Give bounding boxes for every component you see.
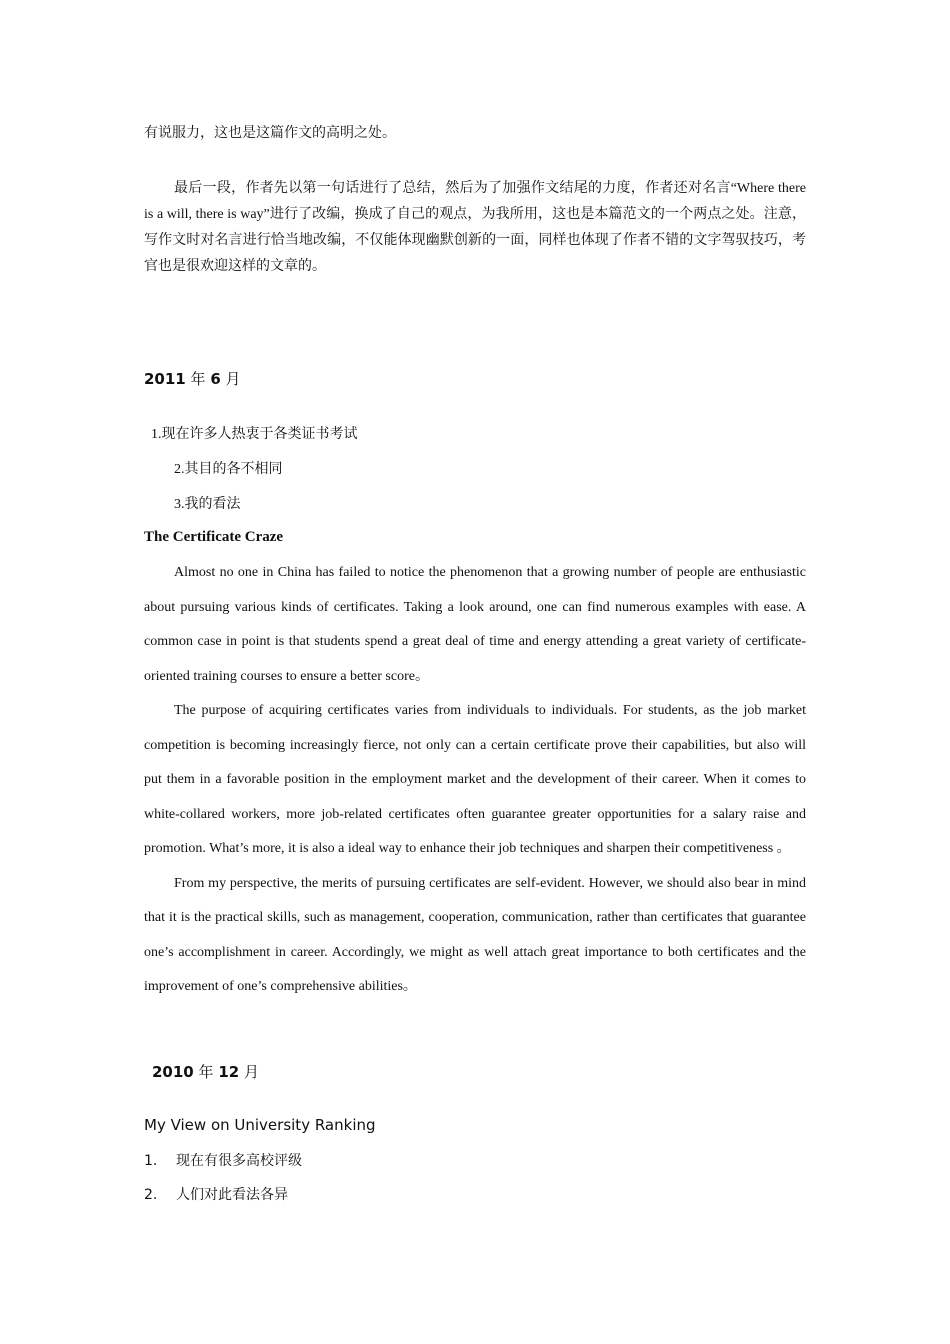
- heading-year: 2010: [152, 1063, 194, 1081]
- outline-item-3: 3.我的看法: [174, 497, 241, 512]
- analysis-paragraph: 最后一段，作者先以第一句话进行了总结，然后为了加强作文结尾的力度，作者还对名言“Where there is a will, there is way”进行了改编，换成了自己的观点，为我所用，这也是本篇范文的一个两点之处。注意，写作文时对名言进行恰当地改编，不仅能体现幽默创新的一面，同样也体现了作者不错的文字驾驭技巧，考官也是很欢迎这样的文章的。: [144, 181, 806, 274]
- analysis-paragraph-block: [144, 176, 806, 280]
- essay-body: [144, 556, 806, 1005]
- heading-year: 2011: [144, 370, 186, 388]
- outline-number: 1.: [144, 1153, 158, 1169]
- essay-paragraph: Almost no one in China has failed to notice the phenomenon that a growing number of people are enthusiastic about pursuing various kinds of certificates. Taking a look around, one can find numerous examples with ease. A common case in point is that students spend a great deal of time and energy attending a great variety of certificate-oriented training courses to ensure a better score。: [144, 565, 806, 684]
- essay-title-2010: My View on University Ranking: [144, 1116, 376, 1134]
- intro-line: 有说服力，这也是这篇作文的高明之处。: [144, 126, 396, 141]
- outline-item-2: 2.其目的各不相同: [174, 462, 283, 477]
- heading-year-unit: 年: [198, 1063, 214, 1081]
- outline-item-1: 1.现在许多人热衷于各类证书考试: [151, 427, 358, 442]
- heading-month-unit: 月: [243, 1063, 259, 1081]
- heading-year-unit: 年: [190, 370, 206, 388]
- essay-paragraph: The purpose of acquiring certificates varies from individuals to individuals. For students, as the job market competition is becoming increasingly fierce, not only can a certain certificate prove their capabilities, but also will put them in a favorable position in the employment market and the development of their career. When it comes to white-collared workers, more job-related certificates often guarantee greater opportunities for a salary raise and promotion. What’s more, it is also a ideal way to enhance their job techniques and sharpen their competitiveness 。: [144, 703, 806, 856]
- heading-month: 6: [210, 370, 221, 388]
- essay-paragraph: From my perspective, the merits of pursuing certificates are self-evident. However, we should also bear in mind that it is the practical skills, such as management, cooperation, communication, rather than certificates that guarantee one’s accomplishment in career. Accordingly, we might as well attach great importance to both certificates and the improvement of one’s comprehensive abilities。: [144, 875, 806, 994]
- intro-section: [144, 122, 806, 142]
- outline-item: [144, 1184, 806, 1204]
- section-heading-2010: [152, 1061, 814, 1082]
- outline-text: 现在有很多高校评级: [176, 1154, 302, 1169]
- heading-month: 12: [218, 1063, 240, 1081]
- section-heading-2011: [144, 368, 806, 389]
- essay-title: The Certificate Craze: [144, 529, 284, 545]
- outline-item: [144, 1150, 806, 1170]
- outline-number: 2.: [144, 1187, 158, 1203]
- heading-month-unit: 月: [225, 370, 241, 388]
- outline-text: 人们对此看法各异: [176, 1188, 288, 1203]
